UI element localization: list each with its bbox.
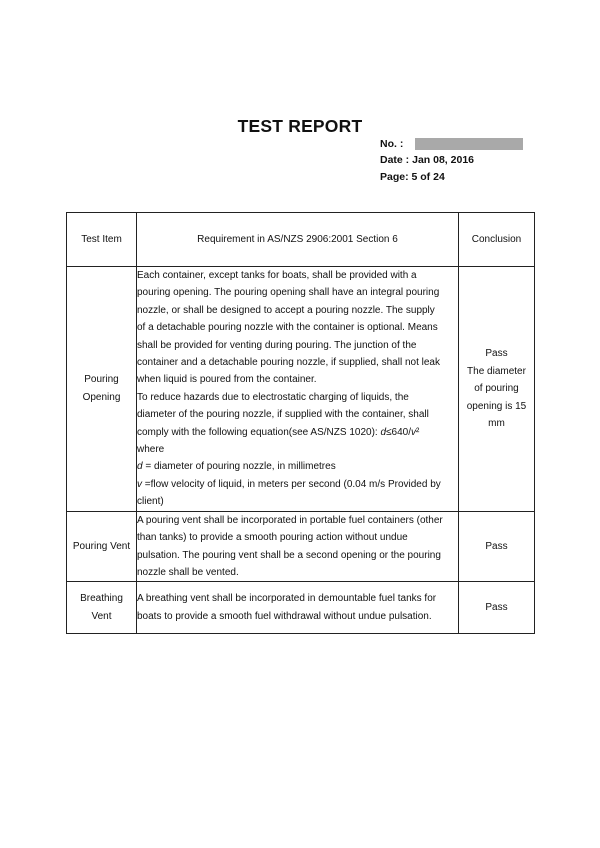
number-label: No. :: [380, 138, 404, 150]
page-indicator: [380, 171, 445, 183]
conclusion-cell: Pass: [459, 511, 535, 582]
column-header-test-item: Test Item: [67, 213, 137, 267]
test-item-cell: Breathing Vent: [67, 582, 137, 634]
nozzle-equation: comply with the following equation(see AS/NZS 1020): d≤640/v²: [137, 426, 420, 438]
report-date: [380, 154, 474, 166]
date-label: Date :: [380, 154, 410, 166]
test-item-cell: Pouring Vent: [67, 511, 137, 582]
requirement-cell: Each container, except tanks for boats, shall be provided with a pouring opening. The pouring opening shall have an integral pouring nozzle, or shall be designed to accept a pouring nozzle. The supply of a detachable pouring nozzle with the container is optional. Means shall be provided for venting during pouring. The junction of the container and a detachable pouring nozzle, if supplied, shall not leak when liquid is poured from the container. To reduce hazards due to electrostatic charging of liquids, the diameter of the pouring nozzle, if supplied with the container, shall comply with the following equation(see AS/NZS 1020): d≤640/v² where d = diameter of pouring nozzle, in millimetres v =flow velocity of liquid, in meters per second (0.04 m/s Provided by client): [137, 267, 459, 512]
table-row: [67, 582, 535, 634]
d-definition: d = diameter of pouring nozzle, in millimetres: [137, 461, 336, 473]
v-definition: v =flow velocity of liquid, in meters per second (0.04 m/s Provided by: [137, 478, 441, 490]
test-item-cell: Pouring Opening: [67, 267, 137, 512]
table-header-row: [67, 213, 535, 267]
report-number: [380, 138, 403, 150]
date-value: Jan 08, 2016: [412, 154, 474, 166]
conclusion-cell: Pass: [459, 582, 535, 634]
column-header-requirement: Requirement in AS/NZS 2906:2001 Section 6: [137, 213, 459, 267]
conclusion-cell: Pass The diameter of pouring opening is 15 mm: [459, 267, 535, 512]
requirement-cell: A breathing vent shall be incorporated in demountable fuel tanks for boats to provide a smooth fuel withdrawal without undue pulsation.: [137, 582, 459, 634]
test-results-table: [66, 212, 535, 634]
report-title: TEST REPORT: [237, 116, 363, 136]
requirement-cell: A pouring vent shall be incorporated in portable fuel containers (other than tanks) to provide a smooth pouring action without undue pulsation. The pouring vent shall be a second opening or the pouring nozzle shall be vented.: [137, 511, 459, 582]
redacted-number: [415, 138, 523, 150]
page-value: 5 of 24: [411, 171, 445, 183]
table-row: [67, 511, 535, 582]
column-header-conclusion: Conclusion: [459, 213, 535, 267]
page-label: Page:: [380, 171, 409, 183]
table-row: [67, 267, 535, 512]
